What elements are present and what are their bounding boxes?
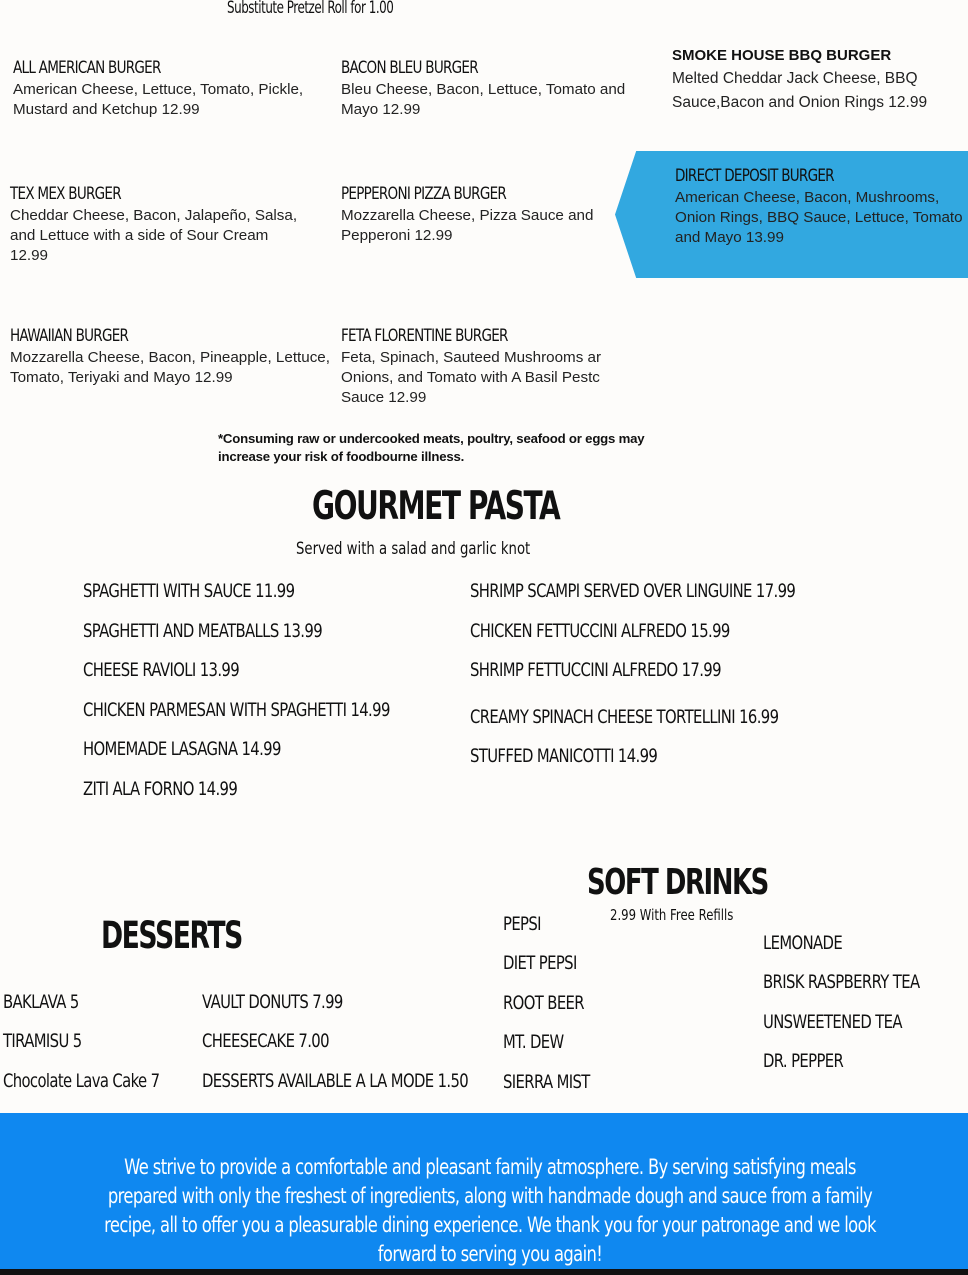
burger-description: American Cheese, Lettuce, Tomato, Pickle, Mustard and Ketchup 12.99 bbox=[13, 81, 304, 118]
burger-description: Mozzarella Cheese, Pizza Sauce and Pepperoni 12.99 bbox=[341, 207, 594, 244]
burger-all-american bbox=[13, 58, 313, 120]
drink-item: LEMONADE bbox=[763, 932, 843, 954]
burger-description: Feta, Spinach, Sauteed Mushrooms ar Onions, and Tomato with A Basil Pestc Sauce 12.99 bbox=[341, 349, 602, 406]
pasta-item: CHICKEN PARMESAN WITH SPAGHETTI 14.99 bbox=[83, 699, 390, 721]
burger-name: FETA FLORENTINE BURGER bbox=[341, 326, 508, 345]
burger-name: ALL AMERICAN BURGER bbox=[13, 58, 161, 77]
pasta-item: ZITI ALA FORNO 14.99 bbox=[83, 778, 238, 800]
drink-item: DR. PEPPER bbox=[763, 1050, 844, 1072]
burger-name: PEPPERONI PIZZA BURGER bbox=[341, 184, 507, 203]
dessert-item: BAKLAVA 5 bbox=[3, 991, 79, 1013]
pasta-subtitle: Served with a salad and garlic knot bbox=[296, 539, 531, 559]
desserts-title: DESSERTS bbox=[101, 914, 242, 957]
dessert-item: TIRAMISU 5 bbox=[3, 1030, 82, 1052]
food-safety-notice: *Consuming raw or undercooked meats, poultry, seafood or eggs may increase your risk of foodbourne illness. bbox=[218, 431, 645, 464]
dessert-item: VAULT DONUTS 7.99 bbox=[202, 991, 343, 1013]
burger-name: TEX MEX BURGER bbox=[10, 184, 121, 203]
pasta-item: CHEESE RAVIOLI 13.99 bbox=[83, 659, 240, 681]
burger-smoke-house-bbq bbox=[672, 47, 962, 115]
burger-bacon-bleu bbox=[341, 58, 631, 120]
pasta-item: STUFFED MANICOTTI 14.99 bbox=[470, 745, 658, 767]
burger-pepperoni-pizza bbox=[341, 184, 626, 246]
footer-message: We strive to provide a comfortable and pleasant family atmosphere. By serving satisfying meals prepared with only the freshest of ingredients, along with handmade dough and sauce from a family recipe, all to offer you a pleasurable dining experience. We thank you for your patronage and we look forward to serving you again! bbox=[104, 1155, 876, 1266]
dessert-item: DESSERTS AVAILABLE A LA MODE 1.50 bbox=[202, 1070, 469, 1092]
soft-drinks-subtitle: 2.99 With Free Refills bbox=[610, 906, 734, 924]
burger-description: Mozzarella Cheese, Bacon, Pineapple, Lettuce, Tomato, Teriyaki and Mayo 12.99 bbox=[10, 349, 330, 386]
soft-drinks-title: SOFT DRINKS bbox=[587, 862, 768, 903]
dessert-item: Chocolate Lava Cake 7 bbox=[3, 1070, 160, 1092]
drink-item: UNSWEETENED TEA bbox=[763, 1011, 902, 1033]
footer-bottom-bar bbox=[0, 1269, 968, 1275]
burger-direct-deposit bbox=[675, 166, 967, 248]
burger-description: American Cheese, Bacon, Mushrooms, Onion Rings, BBQ Sauce, Lettuce, Tomato and Mayo 13.99 bbox=[675, 189, 963, 246]
burger-name: HAWAIIAN BURGER bbox=[10, 326, 129, 345]
pasta-item: SPAGHETTI WITH SAUCE 11.99 bbox=[83, 580, 295, 602]
pasta-item: CHICKEN FETTUCCINI ALFREDO 15.99 bbox=[470, 620, 730, 642]
dessert-item: CHEESECAKE 7.00 bbox=[202, 1030, 329, 1052]
burger-description: Cheddar Cheese, Bacon, Jalapeño, Salsa, and Lettuce with a side of Sour Cream 12.99 bbox=[10, 207, 298, 264]
substitute-note: Substitute Pretzel Roll for 1.00 bbox=[227, 0, 394, 18]
burger-name: DIRECT DEPOSIT BURGER bbox=[675, 166, 834, 185]
drink-item: MT. DEW bbox=[503, 1031, 564, 1053]
drink-item: ROOT BEER bbox=[503, 992, 584, 1014]
pasta-item: HOMEMADE LASAGNA 14.99 bbox=[83, 738, 281, 760]
pasta-item: SHRIMP FETTUCCINI ALFREDO 17.99 bbox=[470, 659, 721, 681]
pasta-item: SHRIMP SCAMPI SERVED OVER LINGUINE 17.99 bbox=[470, 580, 796, 602]
drink-item: DIET PEPSI bbox=[503, 952, 577, 974]
burger-tex-mex bbox=[10, 184, 310, 266]
pasta-item: SPAGHETTI AND MEATBALLS 13.99 bbox=[83, 620, 322, 642]
burger-description: Melted Cheddar Jack Cheese, BBQ Sauce,Bacon and Onion Rings 12.99 bbox=[672, 70, 928, 111]
drink-item: PEPSI bbox=[503, 913, 541, 935]
burger-name: SMOKE HOUSE BBQ BURGER bbox=[672, 47, 892, 64]
burger-hawaiian bbox=[10, 326, 330, 388]
drink-item: BRISK RASPBERRY TEA bbox=[763, 971, 920, 993]
burger-name: BACON BLEU BURGER bbox=[341, 58, 478, 77]
drink-item: SIERRA MIST bbox=[503, 1071, 590, 1093]
burger-description: Bleu Cheese, Bacon, Lettuce, Tomato and Mayo 12.99 bbox=[341, 81, 626, 118]
pasta-item: CREAMY SPINACH CHEESE TORTELLINI 16.99 bbox=[470, 706, 779, 728]
pasta-title: GOURMET PASTA bbox=[312, 484, 560, 529]
burger-feta-florentine bbox=[341, 326, 627, 408]
